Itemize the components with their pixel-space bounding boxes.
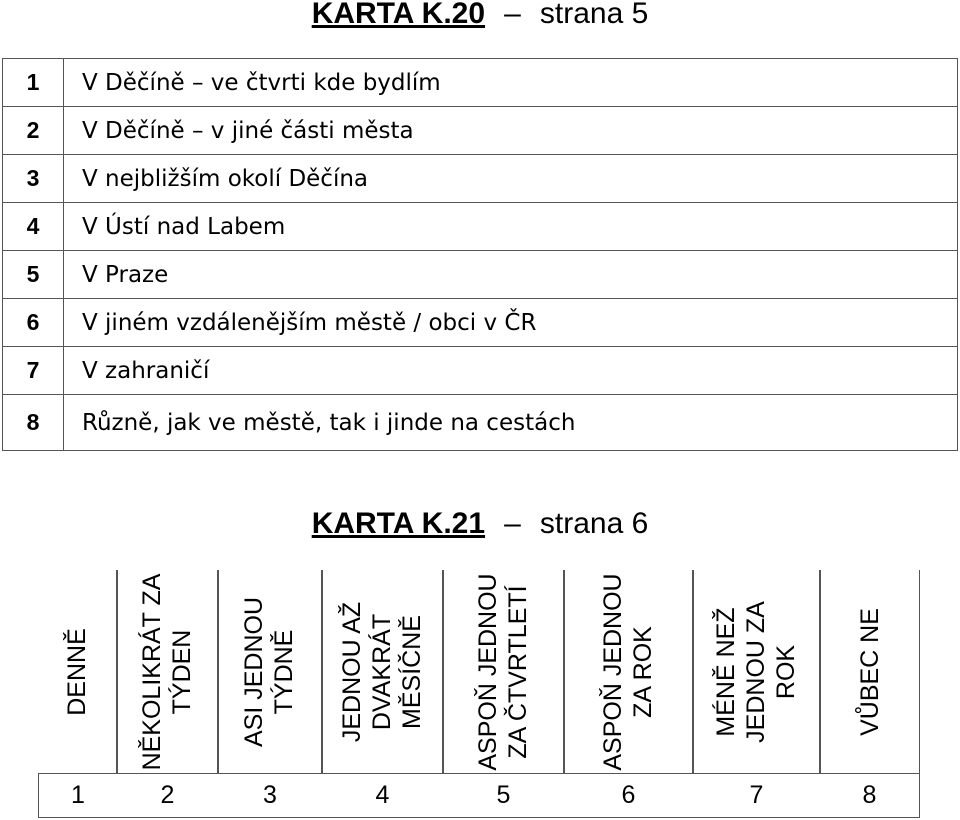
row-number: 4 — [3, 203, 64, 251]
column-divider — [217, 570, 219, 773]
card21-heading — [0, 506, 960, 541]
row-text: V Děčíně – ve čtvrti kde bydlím — [64, 59, 958, 107]
scale-column-1 — [38, 570, 116, 773]
row-number: 6 — [3, 299, 64, 347]
card20-title: KARTA K.20 — [311, 0, 486, 30]
card20-heading — [0, 0, 960, 31]
table-row — [3, 107, 958, 155]
scale-number: 1 — [71, 781, 85, 809]
row-number: 5 — [3, 251, 64, 299]
scale-label: ASI JEDNOU TÝDNĚ — [240, 596, 298, 747]
scale-number: 5 — [496, 781, 511, 809]
column-divider — [116, 570, 118, 773]
table-row — [3, 155, 958, 203]
row-number: 8 — [3, 395, 64, 451]
row-number: 1 — [3, 59, 64, 107]
column-divider — [919, 570, 921, 773]
scale-column-7 — [692, 570, 819, 773]
row-text: V nejbližším okolí Děčína — [64, 155, 958, 203]
card21-dash: – — [504, 507, 521, 540]
table-row — [3, 395, 958, 451]
card20-table — [2, 58, 958, 451]
scale-numbers — [38, 773, 920, 818]
row-text: V Děčíně – v jiné části města — [64, 107, 958, 155]
card21-scale — [38, 570, 920, 818]
scale-number: 8 — [862, 781, 877, 809]
scale-column-6 — [563, 570, 692, 773]
table-row — [3, 347, 958, 395]
row-text: V Praze — [64, 251, 958, 299]
scale-number: 6 — [621, 781, 636, 809]
column-divider — [321, 570, 323, 773]
row-text: V jiném vzdálenějším městě / obci v ČR — [64, 299, 958, 347]
table-row — [3, 203, 958, 251]
row-number: 2 — [3, 107, 64, 155]
row-text: V Ústí nad Labem — [64, 203, 958, 251]
column-divider — [442, 570, 444, 773]
scale-column-4 — [321, 570, 442, 773]
scale-label: DENNĚ — [63, 627, 91, 716]
scale-number: 4 — [375, 781, 390, 809]
row-text: V zahraničí — [64, 347, 958, 395]
scale-label: ASPOŇ JEDNOU ZA ROK — [598, 572, 657, 771]
scale-label: NĚKOLIKRÁT ZA TÝDEN — [137, 573, 196, 770]
row-number: 3 — [3, 155, 64, 203]
table-row — [3, 299, 958, 347]
scale-number: 2 — [160, 781, 175, 809]
table-row — [3, 59, 958, 107]
scale-number: 7 — [749, 781, 764, 809]
scale-label: MÉNĚ NEŽ JEDNOU ZA ROK — [711, 600, 800, 743]
card21-page: strana 6 — [539, 507, 649, 540]
row-number: 7 — [3, 347, 64, 395]
scale-column-3 — [217, 570, 321, 773]
row-text: Různě, jak ve městě, tak i jinde na cestách — [64, 395, 958, 451]
scale-column-8 — [819, 570, 920, 773]
card20-page: strana 5 — [539, 0, 649, 30]
card21-title: KARTA K.21 — [311, 507, 486, 540]
scale-label: VŮBEC NE — [855, 607, 884, 736]
table-row — [3, 251, 958, 299]
card20-dash: – — [504, 0, 521, 30]
scale-number: 3 — [263, 781, 277, 809]
scale-column-2 — [116, 570, 217, 773]
column-divider — [563, 570, 565, 773]
scale-label: JEDNOU AŽ DVAKRÁT MĚSÍČNĚ — [337, 601, 426, 742]
scale-column-5 — [442, 570, 563, 773]
column-divider — [692, 570, 694, 773]
scale-header — [38, 570, 920, 773]
scale-label: ASPOŇ JEDNOU ZA ČTVRTLETÍ — [473, 572, 532, 771]
column-divider — [819, 570, 821, 773]
